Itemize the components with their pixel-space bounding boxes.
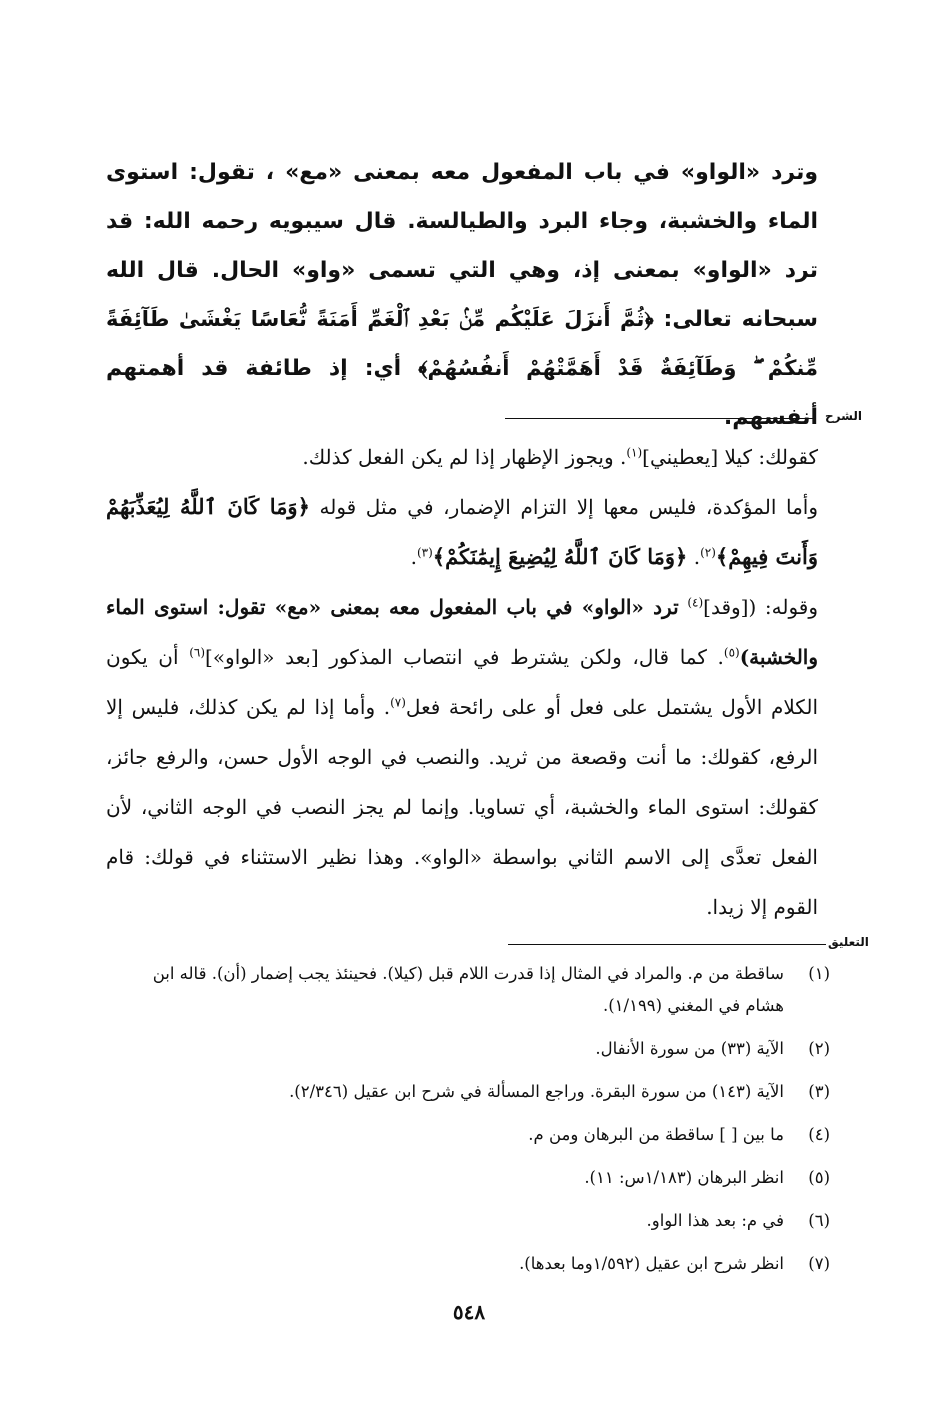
sharh-p3-text-e: . وأما إذا لم يكن كذلك، فليس إلا الرفع، كقولك: ما أنت وقصعة من ثريد. والنصب في الوجه الأول حسن، والرفع جائز، كقولك: استوى الماء والخشبة، أي تساويا. وإنما لم يجز النصب في الوجه الثاني، لأن الفعل تعدَّى إلى الاسم الثاني بواسطة «الواو». وهذا نظير الاستثناء في قولك: قام القوم إلا زيدا. [106,695,818,919]
footnote-text: انظر شرح ابن عقيل (١/٥٩٢وما بعدها). [519,1254,784,1273]
sharh-p3-text-d: أن يكون الكلام الأول يشتمل على فعل أو على رائحة فعل [106,645,818,719]
sharh-label: الشرح [825,409,862,423]
main-text-line-2: الماء والخشبة، وجاء البرد والطيالسة. قال سيبويه رحمه الله: قد ترد [106,209,818,283]
footnote-item [140,1076,830,1108]
main-text-line-4-lead: تعالى: [663,307,732,332]
footnote-text: ما بين [ ] ساقطة من البرهان ومن م. [528,1125,784,1144]
sharh-divider [505,418,815,419]
footnote-number: (٤) [808,1125,830,1144]
footnote-number: (٢) [808,1039,830,1058]
sharh-p2-end: . [410,545,417,569]
sharh-p2-text: وأما المؤكدة، فليس معها إلا التزام الإضمار، في مثل قوله [319,495,819,519]
footnote-ref-7: (٧) [390,695,406,710]
footnote-item [140,1119,830,1151]
footnotes [140,958,830,1291]
footnote-item [140,958,830,1022]
quoted-matn: ترد «الواو» في باب المفعول معه بمعنى «مع» تقول: استوى الماء والخشبة) [106,595,818,669]
footnote-text: الآية (٣٣) من سورة الأنفال. [595,1039,784,1058]
footnote-ref-4: (٤) [687,595,704,610]
main-text [106,148,818,442]
footnote-item [140,1248,830,1280]
sharh-p1-text: كقولك: كيلا [يعطيني] [642,445,818,469]
footnote-ref-6: (٦) [189,645,206,660]
main-text-line-1: وترد «الواو» في باب المفعول معه بمعنى «مع» ، تقول: استوى [106,160,818,185]
sharh-p3-text-c: . كما قال، ولكن يشترط في انتصاب المذكور [بعد «الواو»] [205,645,724,669]
sharh-p3-text-a: وقوله: ([وقد] [703,595,819,619]
footnote-text: في م: بعد هذا الواو. [646,1211,784,1230]
footnote-ref-5: (٥) [723,645,740,660]
sharh-paragraph-2 [106,482,818,582]
footnote-ref-3: (٣) [416,545,433,560]
footnote-number: (٥) [808,1168,830,1187]
sharh-p1-text-end: . ويجوز الإظهار إذا لم يكن الفعل كذلك. [302,445,627,469]
quran-verse: ﴿ثُمَّ أَنزَلَ عَلَيْكُم مِّنۢ بَعْدِ ٱلْغَمِّ أَمَنَةً نُّعَاسًا يَغْشَىٰ طَآئِفَةً مِّنكُمْ ۖ وَطَآئِفَةٌ قَدْ أَهَمَّتْهُمْ أَنفُسُهُمْ﴾ [106,307,818,380]
footnote-text: انظر البرهان (١/١٨٣س: ١١). [584,1168,784,1187]
footnote-ref-1: (١) [626,445,643,460]
footnote-item [140,1205,830,1237]
taliq-divider [508,944,826,945]
footnote-number: (٦) [808,1211,830,1230]
footnote-item [140,1162,830,1194]
sharh-paragraph-3 [106,582,818,932]
main-text-line-3: «الواو» بمعنى إذ، وهي التي تسمى «واو» الحال. قال الله سبحانه [106,258,818,332]
quran-verse-baqara: ﴿وَمَا كَانَ ٱللَّهُ لِيُضِيعَ إِيمَٰنَكُمْ﴾ [432,544,688,569]
sharh-text [106,432,818,932]
footnote-number: (٧) [808,1254,830,1273]
quran-verse-anfal: ﴿وَمَا كَانَ ٱللَّهُ لِيُعَذِّبَهُمْ وَأَنتَ فِيهِمْ﴾ [106,494,818,569]
footnote-number: (١) [808,964,830,983]
sharh-paragraph-1 [106,432,818,482]
sharh-p2-dot: . [693,545,701,569]
main-text-line-5: أي: إذ طائفة قد أهمتهم أنفسهم. [106,356,818,430]
footnote-ref-2: (٢) [700,545,716,560]
footnote-item [140,1033,830,1065]
footnote-text: الآية (١٤٣) من سورة البقرة. وراجع المسألة في شرح ابن عقيل (٢/٣٤٦). [289,1082,784,1101]
footnote-number: (٣) [808,1082,830,1101]
taliq-label: التعليق [828,935,869,949]
footnote-text: ساقطة من م. والمراد في المثال إذا قدرت اللام قبل (كيلا). فحينئذ يجب إضمار (أن). قاله ابن هشام في المغني (١/١٩٩). [152,964,784,1015]
page-number: ٥٤٨ [452,1300,486,1324]
